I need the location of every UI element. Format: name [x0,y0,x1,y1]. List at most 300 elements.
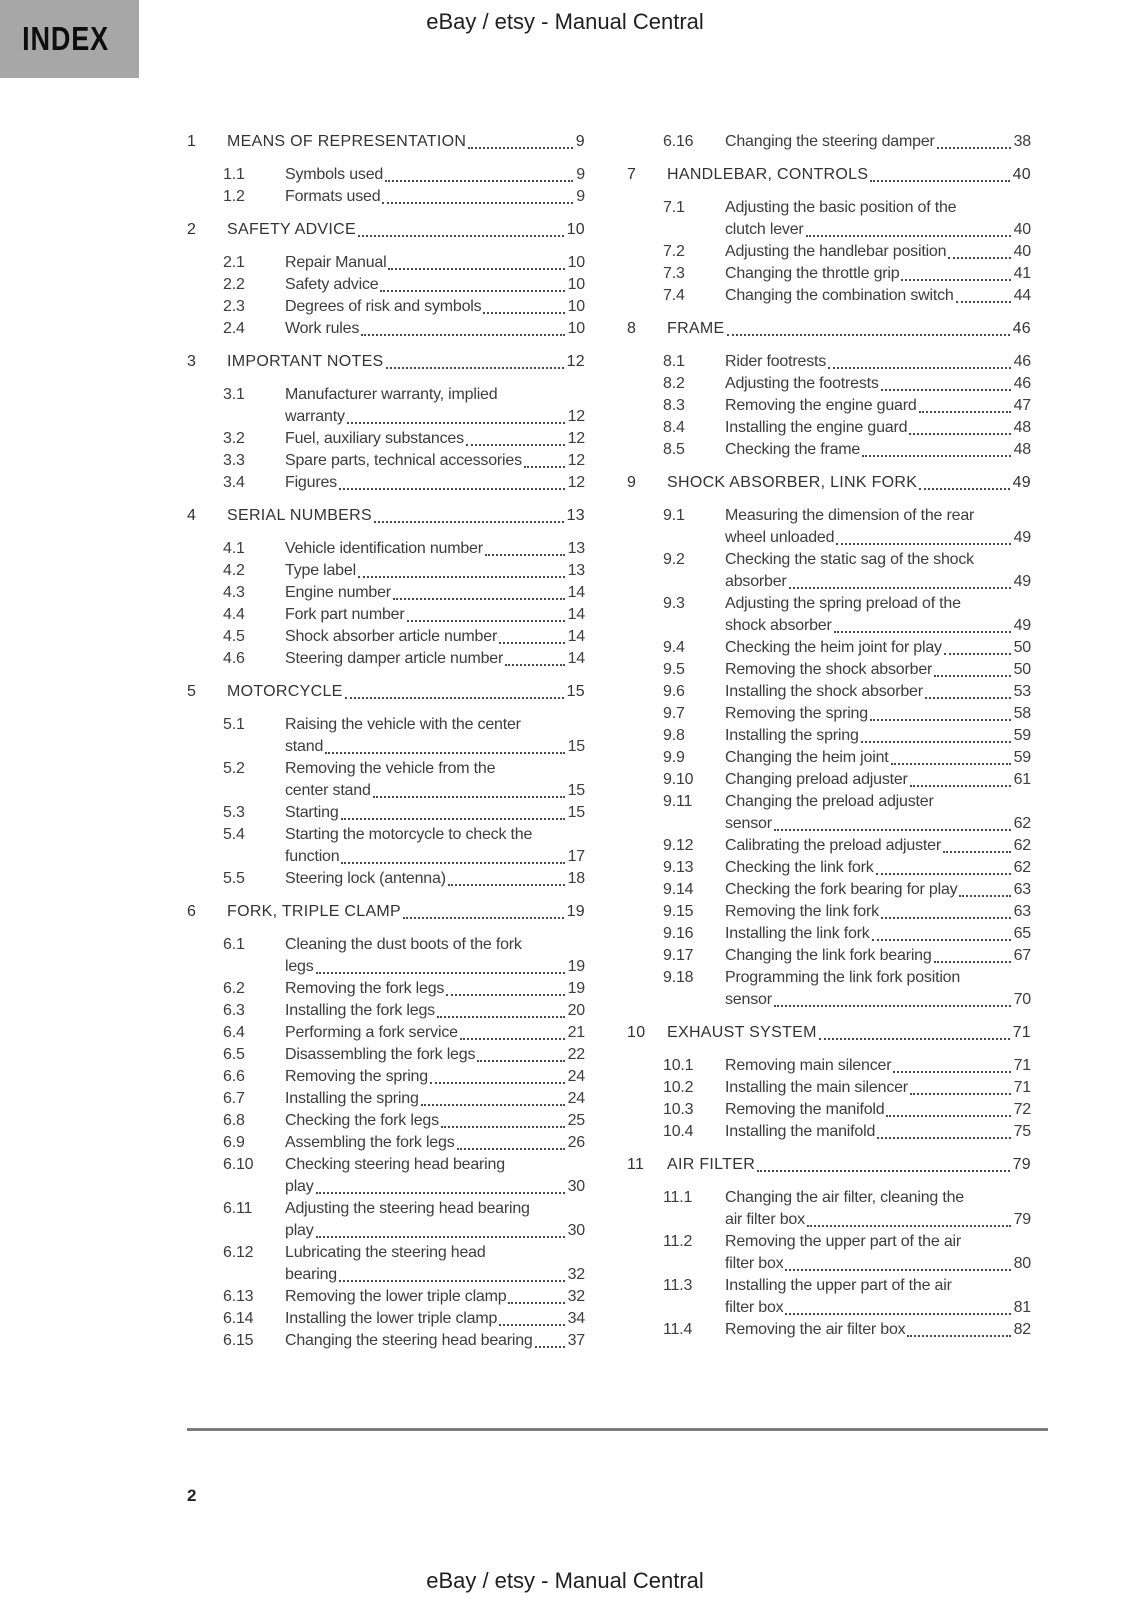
toc-chapter-title: SAFETY ADVICE [227,221,356,238]
toc-item-number: 5.2 [223,760,245,777]
toc-item-last-line [285,648,585,670]
dot-leader [919,488,1009,490]
toc-item-number: 9.17 [663,947,694,964]
toc-item-title [725,549,1031,593]
toc-item-title [725,395,1031,417]
toc-item-title [725,263,1031,285]
toc-chapter-title: FRAME [667,320,725,337]
toc-item-number: 7.4 [663,287,685,304]
dot-leader [358,235,564,237]
dot-leader [373,796,565,798]
toc-page-number: 30 [567,1222,585,1239]
toc-item-number: 9.16 [663,925,694,942]
toc-item-title-text: Installing the spring [285,1090,419,1107]
toc-item-title [285,1330,585,1352]
toc-item-title [285,1066,585,1088]
dot-leader [430,1082,565,1084]
toc-chapter-number: 8 [627,320,637,337]
toc-page-number: 65 [1013,925,1031,942]
toc-item-title-line: Installing the upper part of the air [725,1277,952,1294]
toc-item-last-line [725,725,1031,747]
toc-item-title-line: Checking the static sag of the shock [725,551,974,568]
toc-item-last-line [285,164,585,186]
dot-leader [407,620,565,622]
dot-leader [910,785,1011,787]
toc-item-number: 9.11 [663,793,693,810]
toc-page-number: 63 [1013,881,1031,898]
toc-item-title [285,186,585,208]
toc-page-number: 61 [1013,771,1031,788]
dot-leader [948,257,1010,259]
toc-page-number: 46 [1013,375,1031,392]
toc-item-number: 4.5 [223,628,245,645]
toc-item-row [187,296,585,318]
toc-page-number: 9 [576,188,585,205]
toc-item-title-text: Removing the link fork [725,903,879,920]
toc-chapter-group [627,472,1031,1011]
toc-item-title-text: Symbols used [285,166,384,183]
dot-leader [870,719,1011,721]
toc-item-title-text: Shock absorber article number [285,628,498,645]
toc-chapter-group [187,901,585,1352]
toc-item-row [187,560,585,582]
toc-item-number: 9.5 [663,661,685,678]
toc-item-title-line: Lubricating the steering head [285,1244,486,1261]
toc-item-row [187,1044,585,1066]
toc-item-title [725,417,1031,439]
toc-item-title [725,1187,1031,1231]
toc-page-number: 49 [1013,617,1031,634]
toc-item-number: 3.2 [223,430,245,447]
dot-leader [789,587,1011,589]
toc-item-number: 9.9 [663,749,685,766]
toc-item-last-line [725,769,1031,791]
toc-item-number: 2.1 [223,254,245,271]
dot-leader [466,444,565,446]
toc-page-number: 48 [1013,441,1031,458]
toc-chapter-group [187,351,585,494]
toc-item-last-line [725,241,1031,263]
toc-item-title [725,1055,1031,1077]
toc-item-last-line [285,296,585,318]
toc-item-last-line [285,1000,585,1022]
toc-item-title-text: center stand [285,782,371,799]
toc-chapter-number: 7 [627,166,637,183]
toc-item-title [725,879,1031,901]
toc-page-number: 72 [1013,1101,1031,1118]
toc-item-title-text: Installing the spring [725,727,859,744]
toc-item-number: 5.1 [223,716,245,733]
toc-item-title [725,901,1031,923]
toc-item-number: 4.3 [223,584,245,601]
dot-leader [385,180,573,182]
toc-item-title [285,582,585,604]
dot-leader [819,1038,1010,1040]
toc-item-last-line [285,1330,585,1352]
toc-item-title [285,824,585,868]
dot-leader [881,389,1011,391]
toc-item-row [627,703,1031,725]
toc-page-number: 49 [1013,573,1031,590]
page-number: 2 [187,1486,197,1505]
toc-item-number: 9.13 [663,859,694,876]
toc-item-number: 5.3 [223,804,245,821]
toc-item-title [725,791,1031,835]
toc-item-title [725,593,1031,637]
toc-item-last-line [285,978,585,1000]
toc-item-last-line [725,527,1031,549]
toc-item-last-line [285,472,585,494]
toc-item-title [285,1110,585,1132]
toc-item-row [187,1308,585,1330]
toc-item-row [187,1022,585,1044]
toc-item-row [187,1242,585,1286]
toc-item-last-line [725,1319,1031,1341]
toc-item-title-text: Changing the steering head bearing [285,1332,533,1349]
toc-chapter-row [187,131,585,153]
toc-chapter-title: MEANS OF REPRESENTATION [227,133,467,150]
toc-item-title-line: Adjusting the spring preload of the [725,595,961,612]
toc-item-title [285,1088,585,1110]
toc-item-title-line: Raising the vehicle with the center [285,716,521,733]
toc-item-number: 9.18 [663,969,694,986]
toc-item-number: 6.2 [223,980,245,997]
toc-item-row [627,725,1031,747]
toc-item-row [187,428,585,450]
dot-leader [358,576,565,578]
toc-item-number: 11.3 [663,1277,693,1294]
toc-item-last-line [285,868,585,890]
toc-item-last-line [725,439,1031,461]
toc-item-last-line [725,1099,1031,1121]
dot-leader [483,312,564,314]
toc-item-number: 7.1 [663,199,685,216]
toc-item-row [627,263,1031,285]
toc-page-number: 25 [567,1112,585,1129]
toc-item-row [627,197,1031,241]
toc-page-number: 59 [1013,727,1031,744]
toc-item-title [725,637,1031,659]
dot-leader [341,862,564,864]
toc-page-number: 12 [567,408,585,425]
toc-item-last-line [285,780,585,802]
toc-item-title [285,164,585,186]
toc-item-title-line: Removing the vehicle from the [285,760,496,777]
dot-leader [910,1093,1011,1095]
dot-leader [441,1126,565,1128]
toc-item-title [725,857,1031,879]
toc-item-title-text: Performing a fork service [285,1024,458,1041]
toc-page-number: 49 [1013,529,1031,546]
toc-item-last-line [285,1066,585,1088]
toc-page-number: 14 [567,606,585,623]
toc-item-title [285,538,585,560]
toc-item-last-line [725,1121,1031,1143]
toc-item-number: 6.15 [223,1332,254,1349]
toc-item-row [627,439,1031,461]
dot-leader [937,147,1011,149]
toc-page-number: 24 [567,1090,585,1107]
toc-item-row [187,582,585,604]
toc-item-last-line [725,373,1031,395]
toc-item-title-text: Adjusting the handlebar position [725,243,947,260]
toc-page-number: 40 [1012,166,1031,183]
toc-chapter-group [627,1154,1031,1341]
toc-item-row [627,285,1031,307]
toc-item-number: 10.3 [663,1101,694,1118]
toc-item-last-line [285,956,585,978]
toc-item-number: 9.4 [663,639,685,656]
toc-item-number: 9.15 [663,903,694,920]
toc-page-number: 71 [1012,1024,1031,1041]
dot-leader [535,1346,565,1348]
toc-item-title [725,681,1031,703]
toc-item-number: 7.2 [663,243,685,260]
toc-chapter-title: SERIAL NUMBERS [227,507,372,524]
toc-item-last-line [725,131,1031,153]
toc-item-title-text: Installing the shock absorber [725,683,923,700]
toc-item-last-line [725,923,1031,945]
toc-item-row [627,241,1031,263]
toc-item-title-text: Vehicle identification number [285,540,483,557]
toc-chapter-number: 10 [627,1024,646,1041]
toc-item-last-line [285,1044,585,1066]
toc-item-title [285,1132,585,1154]
toc-item-title-text: Installing the fork legs [285,1002,435,1019]
toc-page-number: 18 [567,870,585,887]
dot-leader [785,1269,1010,1271]
toc-page-number: 20 [567,1002,585,1019]
toc-item-title-text: Removing main silencer [725,1057,892,1074]
toc-chapter-number: 5 [187,683,197,700]
toc-chapter-number: 11 [627,1156,645,1173]
toc-chapter-row [187,901,585,923]
toc-item-title [725,1121,1031,1143]
toc-item-number: 11.2 [663,1233,693,1250]
toc-item-title [285,1308,585,1330]
dot-leader [907,1335,1010,1337]
toc-item-last-line [285,274,585,296]
toc-item-title [285,758,585,802]
toc-item-last-line [285,604,585,626]
toc-item-row [627,1121,1031,1143]
toc-item-number: 6.5 [223,1046,245,1063]
dot-leader [870,180,1009,182]
toc-page-number: 14 [567,584,585,601]
toc-item-title-text: Fork part number [285,606,405,623]
toc-item-last-line [725,659,1031,681]
toc-item-title [725,131,1031,153]
toc-item-row [187,1088,585,1110]
toc-item-row [627,1187,1031,1231]
toc-item-title-text: Spare parts, technical accessories [285,452,522,469]
toc-item-title-text: Checking the frame [725,441,861,458]
dot-leader [774,829,1011,831]
toc-page-number: 21 [567,1024,585,1041]
toc-item-row [627,351,1031,373]
toc-item-title-text: Changing the steering damper [725,133,935,150]
dot-leader [347,422,565,424]
toc-item-title [285,604,585,626]
toc-item-row [187,384,585,428]
toc-item-number: 9.3 [663,595,685,612]
toc-page-number: 71 [1013,1057,1031,1074]
toc-page-number: 9 [575,133,585,150]
toc-item-title [285,1000,585,1022]
dot-leader [316,1192,565,1194]
toc-item-last-line [285,1176,585,1198]
toc-item-row [187,450,585,472]
toc-item-number: 10.2 [663,1079,694,1096]
toc-item-title-text: Removing the engine guard [725,397,917,414]
toc-item-title-text: Removing the fork legs [285,980,445,997]
toc-chapter-number: 2 [187,221,197,238]
toc-item-title-text: Installing the manifold [725,1123,876,1140]
toc-item-row [187,868,585,890]
toc-item-title [285,1044,585,1066]
toc-item-title [285,450,585,472]
toc-item-row [627,505,1031,549]
toc-item-last-line [285,186,585,208]
dot-leader [421,1104,565,1106]
toc-item-number: 9.6 [663,683,685,700]
toc-item-title [285,934,585,978]
toc-item-title-text: Figures [285,474,337,491]
toc-item-row [187,274,585,296]
toc-item-title-text: Removing the manifold [725,1101,885,1118]
toc-item-title-line: Changing the preload adjuster [725,793,934,810]
dot-leader [806,235,1011,237]
toc-chapter-group [627,131,1031,153]
toc-chapter-title: SHOCK ABSORBER, LINK FORK [667,474,918,491]
toc-item-last-line [725,417,1031,439]
toc-item-last-line [725,857,1031,879]
toc-page-number: 44 [1013,287,1031,304]
toc-page-number: 10 [567,320,585,337]
toc-item-number: 6.1 [223,936,245,953]
toc-item-row [187,164,585,186]
toc-page-number: 10 [566,221,585,238]
toc-item-title-text: Changing the throttle grip [725,265,900,282]
toc-item-title [285,560,585,582]
toc-item-number: 9.2 [663,551,685,568]
toc-item-title-text: play [285,1178,314,1195]
toc-item-title [285,802,585,824]
toc-page-number: 10 [567,254,585,271]
toc-item-title [725,967,1031,1011]
toc-page-number: 13 [567,540,585,557]
toc-chapter-number: 9 [627,474,637,491]
toc-chapter-group [627,1022,1031,1143]
toc-item-title-text: Checking the link fork [725,859,874,876]
toc-item-title [725,835,1031,857]
toc-item-title [285,1154,585,1198]
dot-leader [403,917,564,919]
toc-item-row [187,714,585,758]
toc-item-number: 9.12 [663,837,694,854]
toc-item-last-line [285,406,585,428]
toc-page-number: 17 [567,848,585,865]
toc-item-title-text: Steering lock (antenna) [285,870,446,887]
toc-item-title-text: Installing the main silencer [725,1079,908,1096]
toc-item-row [187,802,585,824]
toc-chapter-group [187,219,585,340]
toc-chapter-row [627,472,1031,494]
toc-item-title-text: Changing the heim joint [725,749,889,766]
toc-chapter-group [627,164,1031,307]
toc-item-title-text: sensor [725,815,772,832]
toc-item-last-line [725,813,1031,835]
toc-page-number: 49 [1012,474,1031,491]
toc-item-title-text: Installing the engine guard [725,419,908,436]
toc-page-number: 58 [1013,705,1031,722]
toc-item-number: 4.2 [223,562,245,579]
toc-page-number: 62 [1013,859,1031,876]
toc-item-last-line [285,846,585,868]
toc-item-number: 1.2 [223,188,245,205]
toc-item-last-line [285,318,585,340]
toc-item-title-text: Type label [285,562,356,579]
dot-leader [807,1225,1011,1227]
toc-item-row [627,395,1031,417]
dot-leader [862,455,1010,457]
toc-item-title-text: Changing the link fork bearing [725,947,932,964]
toc-chapter-group [627,318,1031,461]
toc-page-number: 62 [1013,815,1031,832]
toc-page-number: 15 [567,738,585,755]
toc-item-number: 4.1 [223,540,245,557]
toc-chapter-title: HANDLEBAR, CONTROLS [667,166,869,183]
toc-item-row [627,791,1031,835]
toc-item-row [627,967,1031,1011]
toc-item-title [725,241,1031,263]
toc-item-last-line [285,736,585,758]
toc-item-number: 2.3 [223,298,245,315]
toc-item-number: 2.4 [223,320,245,337]
toc-page-number: 79 [1012,1156,1031,1173]
toc-page-number: 14 [567,628,585,645]
toc-item-row [627,131,1031,153]
dot-leader [339,1280,565,1282]
toc-item-number: 8.3 [663,397,685,414]
toc-item-number: 6.4 [223,1024,245,1041]
dot-leader [956,301,1011,303]
toc-item-title-text: Removing the lower triple clamp [285,1288,507,1305]
toc-item-last-line [285,1110,585,1132]
toc-item-row [627,901,1031,923]
dot-leader [872,939,1011,941]
toc-item-title-text: Safety advice [285,276,379,293]
dot-leader [901,279,1010,281]
toc-page-number: 15 [567,782,585,799]
toc-item-title [725,923,1031,945]
toc-page-number: 53 [1013,683,1031,700]
toc-item-last-line [725,901,1031,923]
index-tab-label: INDEX [22,20,109,57]
dot-leader [934,961,1011,963]
toc-item-row [187,648,585,670]
toc-item-title-text: wheel unloaded [725,529,835,546]
toc-item-title-text: Degrees of risk and symbols [285,298,482,315]
toc-item-title-text: filter box [725,1255,784,1272]
toc-chapter-title: IMPORTANT NOTES [227,353,384,370]
toc-page-number: 19 [567,980,585,997]
toc-item-title [725,285,1031,307]
dot-leader [881,917,1011,919]
toc-item-title-line: Adjusting the steering head bearing [285,1200,530,1217]
toc-item-last-line [285,1264,585,1286]
toc-item-number: 1.1 [223,166,245,183]
